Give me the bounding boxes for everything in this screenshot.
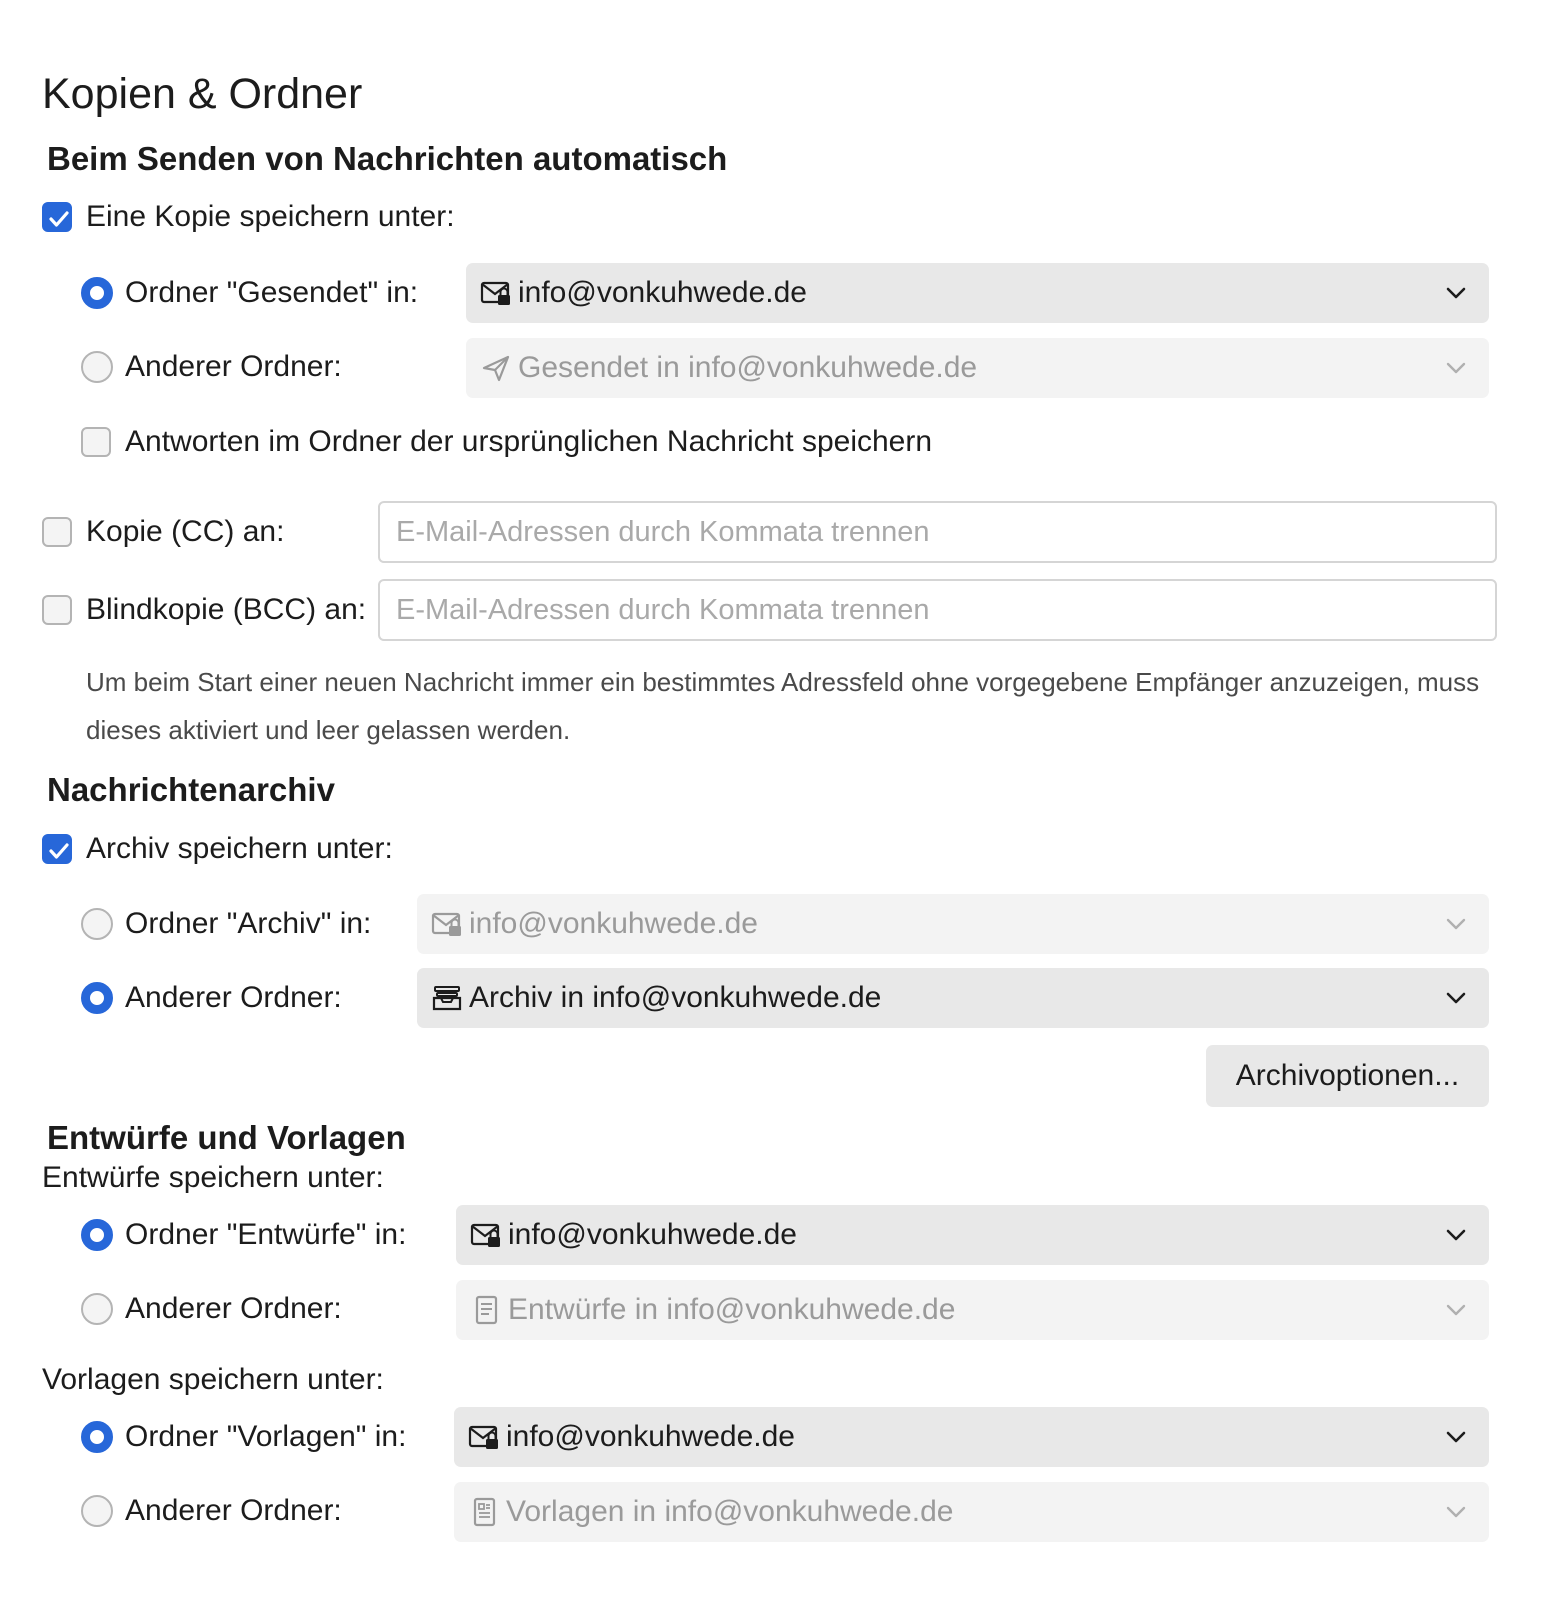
templates-other-value: Vorlagen in info@vonkuhwede.de: [506, 1495, 954, 1528]
archive-folder-dropdown[interactable]: [417, 894, 1489, 954]
chevron-down-icon: [1445, 1427, 1467, 1447]
archive-other-label: Anderer Ordner:: [125, 981, 342, 1014]
save-copy-label: Eine Kopie speichern unter:: [86, 200, 455, 233]
address-field-hint: Um beim Start einer neuen Nachricht immer ein bestimmtes Adressfeld ohne vorgegebene Empfänger anzuzeigen, muss dieses aktiviert und leer gelassen werden.: [86, 667, 1480, 745]
mail-lock-icon: [480, 278, 512, 308]
archive-options-button[interactable]: Archivoptionen...: [1206, 1045, 1489, 1107]
drafts-other-label: Anderer Ordner:: [125, 1292, 342, 1325]
cc-input-field[interactable]: [378, 501, 1497, 563]
section-heading-archive: Nachrichtenarchiv: [47, 771, 335, 808]
checkmark-icon: [44, 836, 74, 866]
chevron-down-icon: [1445, 988, 1467, 1008]
bcc-input[interactable]: [380, 581, 1495, 639]
sent-folder-dropdown[interactable]: [466, 263, 1489, 323]
archive-other-dropdown[interactable]: [417, 968, 1489, 1028]
drafts-other-radio[interactable]: [81, 1293, 113, 1325]
archive-folder-value: info@vonkuhwede.de: [469, 907, 758, 940]
drafts-folder-radio[interactable]: [81, 1219, 113, 1251]
paper-plane-icon: [480, 353, 512, 383]
save-archive-checkbox[interactable]: [42, 834, 72, 864]
drafts-folder-label: Ordner "Entwürfe" in:: [125, 1218, 407, 1251]
drafts-other-dropdown[interactable]: [456, 1280, 1489, 1340]
archive-other-value: Archiv in info@vonkuhwede.de: [469, 981, 882, 1014]
chevron-down-icon: [1445, 1225, 1467, 1245]
sent-other-radio[interactable]: [81, 351, 113, 383]
templates-folder-dropdown[interactable]: [454, 1407, 1489, 1467]
cc-checkbox[interactable]: [42, 517, 72, 547]
drafts-folder-value: info@vonkuhwede.de: [508, 1218, 797, 1251]
templates-folder-label: Ordner "Vorlagen" in:: [125, 1420, 407, 1453]
sent-folder-label: Ordner "Gesendet" in:: [125, 276, 419, 309]
drafts-other-value: Entwürfe in info@vonkuhwede.de: [508, 1293, 956, 1326]
chevron-down-icon: [1445, 283, 1467, 303]
chevron-down-icon: [1445, 358, 1467, 378]
page-title: Kopien & Ordner: [42, 70, 363, 118]
archive-box-icon: [431, 983, 463, 1013]
mail-lock-icon: [431, 909, 463, 939]
template-document-icon: [468, 1497, 500, 1527]
chevron-down-icon: [1445, 1300, 1467, 1320]
section-heading-sending: Beim Senden von Nachrichten automatisch: [47, 140, 728, 177]
cc-label: Kopie (CC) an:: [86, 515, 285, 548]
templates-folder-value: info@vonkuhwede.de: [506, 1420, 795, 1453]
mail-lock-icon: [468, 1422, 500, 1452]
bcc-label: Blindkopie (BCC) an:: [86, 593, 367, 626]
save-copy-checkbox[interactable]: [42, 202, 72, 232]
templates-other-radio[interactable]: [81, 1495, 113, 1527]
chevron-down-icon: [1445, 1502, 1467, 1522]
save-archive-label: Archiv speichern unter:: [86, 832, 393, 865]
sent-folder-radio[interactable]: [81, 277, 113, 309]
templates-other-label: Anderer Ordner:: [125, 1494, 342, 1527]
drafts-save-label: Entwürfe speichern unter:: [42, 1161, 384, 1194]
bcc-checkbox[interactable]: [42, 595, 72, 625]
templates-other-dropdown[interactable]: [454, 1482, 1489, 1542]
templates-save-label: Vorlagen speichern unter:: [42, 1363, 384, 1396]
checkmark-icon: [44, 204, 74, 234]
drafts-folder-dropdown[interactable]: [456, 1205, 1489, 1265]
draft-document-icon: [470, 1295, 502, 1325]
chevron-down-icon: [1445, 914, 1467, 934]
archive-other-radio[interactable]: [81, 982, 113, 1014]
mail-lock-icon: [470, 1220, 502, 1250]
cc-input[interactable]: [380, 503, 1495, 561]
reply-in-folder-checkbox[interactable]: [81, 427, 111, 457]
archive-folder-label: Ordner "Archiv" in:: [125, 907, 372, 940]
sent-folder-value: info@vonkuhwede.de: [518, 276, 807, 309]
reply-in-folder-label: Antworten im Ordner der ursprünglichen Nachricht speichern: [125, 425, 933, 458]
templates-folder-radio[interactable]: [81, 1421, 113, 1453]
archive-folder-radio[interactable]: [81, 908, 113, 940]
sent-other-dropdown[interactable]: [466, 338, 1489, 398]
section-heading-drafts: Entwürfe und Vorlagen: [47, 1119, 406, 1156]
sent-other-value: Gesendet in info@vonkuhwede.de: [518, 351, 978, 384]
bcc-input-field[interactable]: [378, 579, 1497, 641]
sent-other-label: Anderer Ordner:: [125, 350, 342, 383]
